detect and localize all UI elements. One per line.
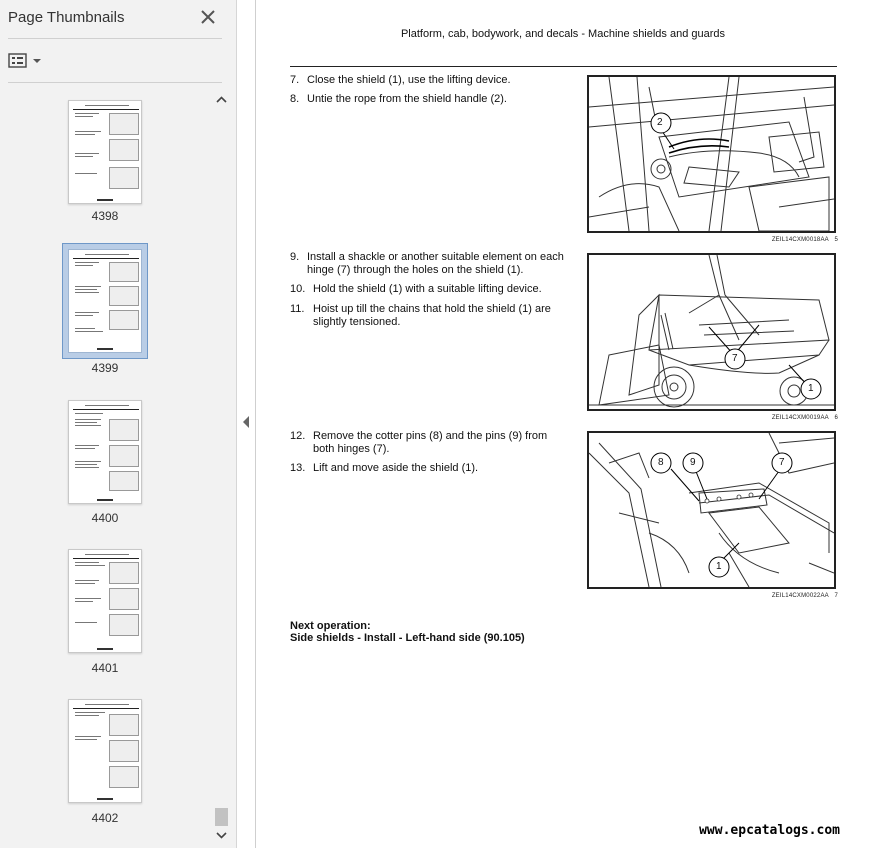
figure-callout: 7 (732, 353, 738, 364)
instruction-step (290, 93, 565, 106)
thumbnail-page-number: 4401 (91, 661, 119, 675)
panel-divider (8, 38, 222, 39)
figure-illustration (587, 75, 836, 233)
figure-callout: 8 (658, 457, 664, 468)
step-number: 13. (290, 462, 306, 474)
step-text: Close the shield (1), use the lifting device. (307, 74, 511, 86)
figure-number: 6 (834, 415, 838, 421)
thumbnail-page-preview (69, 700, 141, 802)
watermark-text: www.epcatalogs.com (699, 823, 840, 838)
step-text: Untie the rope from the shield handle (2). (307, 93, 507, 105)
step-text: Hold the shield (1) with a suitable lifting device. (313, 283, 542, 295)
figure-code: ZEIL14CXM0019AA 6 (771, 415, 838, 421)
thumbnail-page-number: 4398 (91, 209, 119, 223)
thumbnail-page-number: 4402 (91, 811, 119, 825)
page-thumbnail[interactable] (68, 699, 142, 803)
next-operation-link[interactable]: Side shields - Install - Left-hand side (90.105) (290, 632, 525, 644)
close-icon[interactable] (199, 8, 217, 26)
instruction-step (290, 251, 565, 277)
page-thumbnail[interactable] (68, 549, 142, 653)
step-text: Remove the cotter pins (8) and the pins (9) from both hinges (7). (313, 430, 548, 455)
page-edge (255, 0, 256, 848)
figure-callout: 9 (690, 457, 696, 468)
figure-code: ZEIL14CXM0022AA 7 (771, 593, 838, 599)
thumbnail-page-preview (69, 101, 141, 203)
step-number: 9. (290, 251, 300, 263)
panel-divider (8, 82, 222, 83)
figure-code: ZEIL14CXM0018AA 5 (771, 237, 838, 243)
instruction-step (290, 462, 565, 475)
step-text: Install a shackle or another suitable element on each hinge (7) through the holes on the shield (1). (307, 251, 564, 276)
panel-header (0, 0, 237, 38)
page-thumbnail[interactable] (68, 400, 142, 504)
chevron-down-icon[interactable] (213, 827, 230, 843)
figure-illustration (587, 253, 836, 411)
thumbnail-page-preview (69, 401, 141, 503)
machine-line-drawing (589, 255, 834, 409)
figure-callout: 2 (657, 117, 663, 128)
chevron-left-icon[interactable] (238, 405, 254, 439)
chevron-up-icon[interactable] (213, 92, 230, 108)
scrollbar-thumb[interactable] (215, 808, 228, 826)
machine-line-drawing (589, 433, 834, 587)
step-text: Lift and move aside the shield (1). (313, 462, 479, 474)
thumbnail-options-icon[interactable] (8, 52, 44, 70)
thumbnail-page-number: 4399 (91, 361, 119, 375)
figure-callout: 1 (716, 561, 722, 572)
thumbnails-panel (0, 0, 237, 848)
step-number: 12. (290, 430, 306, 442)
step-number: 10. (290, 283, 306, 295)
step-text: Hoist up till the chains that hold the shield (1) are slightly tensioned. (313, 303, 551, 328)
thumbnail-page-preview (69, 550, 141, 652)
instruction-step (290, 303, 565, 329)
thumbnail-page-number: 4400 (91, 511, 119, 525)
figure-illustration (587, 431, 836, 589)
figure-callout: 7 (779, 457, 785, 468)
instruction-step (290, 283, 565, 296)
instruction-step (290, 74, 565, 87)
step-number: 11. (290, 303, 305, 315)
step-number: 7. (290, 74, 300, 86)
thumbnail-scrollbar[interactable] (213, 92, 230, 844)
figure-number: 5 (834, 237, 838, 243)
figure-number: 7 (834, 593, 838, 599)
figure-callout: 1 (808, 383, 814, 394)
page-thumbnail[interactable] (68, 100, 142, 204)
machine-line-drawing (589, 77, 834, 231)
panel-title: Page Thumbnails (8, 9, 125, 26)
step-number: 8. (290, 93, 300, 105)
header-rule (290, 66, 837, 67)
thumbnail-page-preview (68, 249, 142, 353)
page-thumbnail-selected[interactable] (62, 243, 148, 359)
page-header: Platform, cab, bodywork, and decals - Machine shields and guards (400, 28, 726, 40)
instruction-step (290, 430, 565, 456)
next-operation-label: Next operation: (290, 620, 371, 632)
